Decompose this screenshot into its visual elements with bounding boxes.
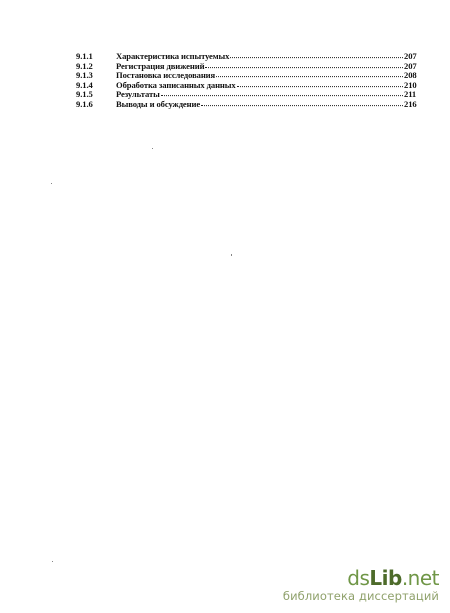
toc-dot-leader [201, 105, 403, 106]
toc-item-title: Выводы и обсуждение [116, 98, 201, 110]
toc-item-page: 208 [404, 70, 417, 81]
toc-item-number: 9.1.1 [76, 50, 93, 62]
toc-dot-leader [205, 67, 403, 68]
toc-item-title: Обработка записанных данных [116, 79, 236, 90]
toc-item-number: 9.1.4 [76, 79, 93, 90]
watermark-logo [283, 567, 439, 589]
scan-speck [231, 254, 232, 256]
toc-item-page: 211 [404, 89, 417, 100]
watermark-tagline: библиотека диссертаций [282, 589, 439, 603]
toc-row [76, 100, 416, 110]
table-of-contents [76, 52, 416, 110]
logo-prefix: ds [347, 566, 370, 590]
toc-item-title: Регистрация движений [116, 60, 205, 71]
toc-item-title: Постановка исследования [116, 70, 216, 81]
toc-item-title: Характеристика испытуемых [116, 50, 230, 62]
toc-item-number: 9.1.5 [76, 89, 93, 100]
logo-core: Lib [369, 566, 402, 590]
scan-speck [51, 183, 52, 184]
toc-item-page: 210 [404, 79, 417, 90]
toc-item-title: Результаты [116, 89, 160, 100]
toc-item-number: 9.1.2 [76, 60, 93, 71]
toc-item-page: 216 [404, 98, 417, 110]
scan-speck [52, 561, 53, 562]
toc-dot-leader [161, 95, 403, 96]
scan-speck [152, 148, 153, 149]
logo-suffix: .net [401, 566, 439, 590]
toc-dot-leader [237, 86, 403, 87]
toc-item-number: 9.1.3 [76, 70, 93, 81]
toc-item-page: 207 [404, 50, 417, 62]
site-watermark [283, 567, 439, 603]
toc-item-number: 9.1.6 [76, 98, 93, 110]
toc-dot-leader [216, 76, 403, 77]
toc-item-page: 207 [404, 60, 417, 71]
toc-dot-leader [230, 57, 403, 58]
